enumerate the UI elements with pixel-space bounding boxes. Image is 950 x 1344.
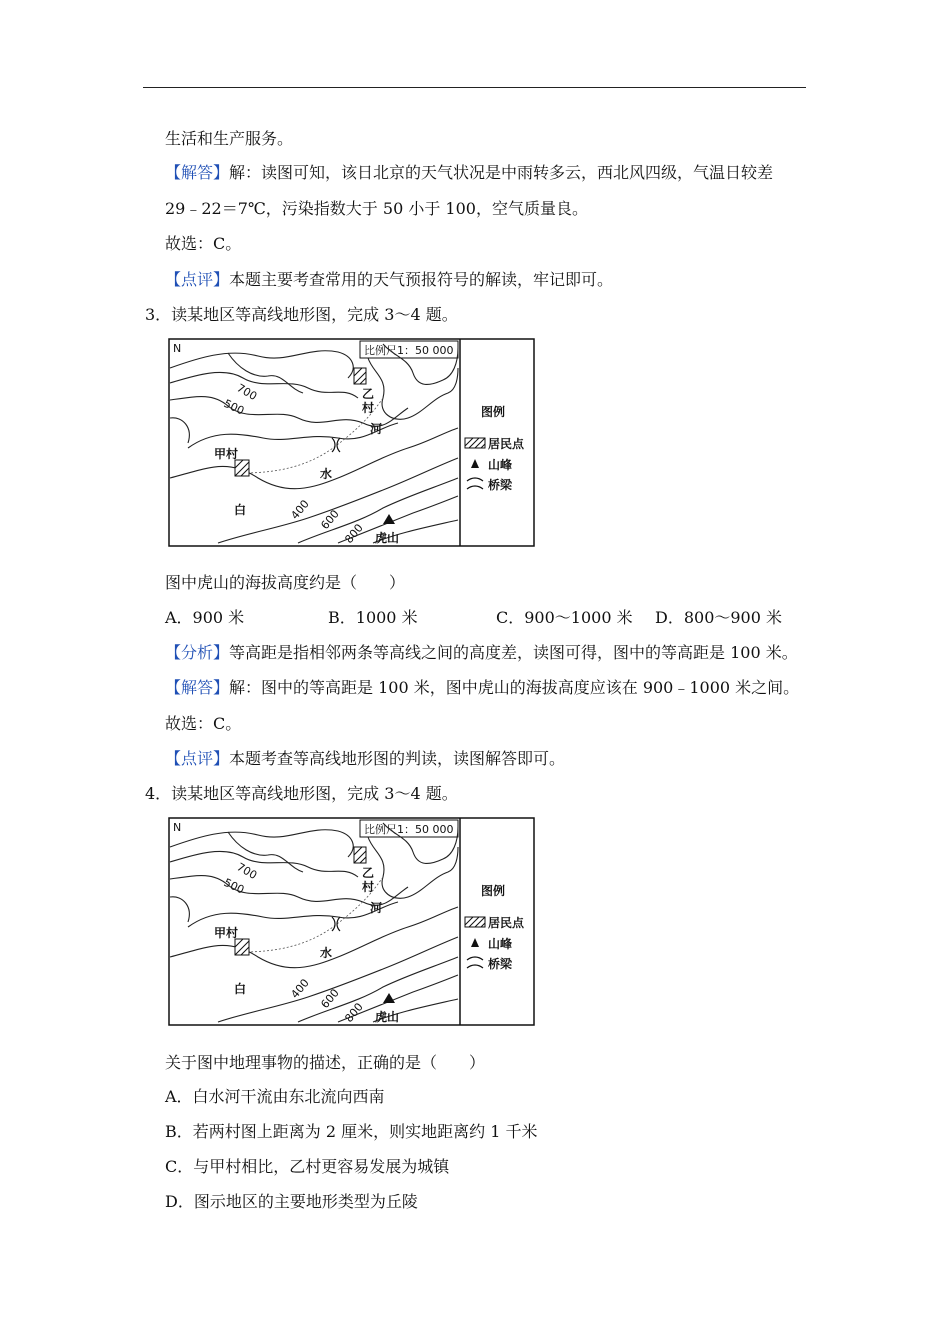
village-a-label: 甲村 [214,447,239,461]
comment-tag: 【点评】 [165,270,230,289]
village-a-label: 甲村 [214,926,239,940]
contour-label-600: 600 [318,986,342,1011]
q4-option-c: C．与甲村相比，乙村更容易发展为城镇 [165,1157,450,1176]
q3-answer [165,678,799,698]
q2-answer-line2: 29﹣22＝7℃，污染指数大于 50 小于 100，空气质量良。 [165,199,588,218]
contour-label-400: 400 [288,497,312,522]
q4-option-a: A．白水河干流由东北流向西南 [165,1087,385,1106]
contour-map-q4 [168,817,536,1027]
comment-text: 本题考查等高线地形图的判读，读图解答即可。 [229,749,566,768]
answer-text: 解：读图可知，该日北京的天气状况是中雨转多云，西北风四级，气温日较差 [229,163,774,182]
river-char-2: 水 [320,946,333,960]
legend-item-peak: 山峰 [488,937,513,951]
q3-stem: 3．读某地区等高线地形图，完成 3～4 题。 [145,305,458,324]
map-scale: 比例尺1：50 000 [364,344,454,357]
comment-text: 本题主要考查常用的天气预报符号的解读，牢记即可。 [229,270,614,289]
river-char-3: 河 [370,901,383,915]
answer-tag: 【解答】 [165,678,230,697]
q2-comment [165,270,613,290]
contour-label-500: 500 [221,875,247,897]
answer-tag: 【解答】 [165,163,230,182]
analysis-tag: 【分析】 [165,643,230,662]
legend-item-bridge: 桥梁 [488,957,513,971]
q2-continued-text: 生活和生产服务。 [165,129,294,148]
q3-analysis [165,643,798,663]
comment-tag: 【点评】 [165,749,230,768]
q4-question: 关于图中地理事物的描述，正确的是（ ） [165,1053,486,1072]
q3-option-d: D．800～900 米 [655,608,782,627]
contour-label-600: 600 [318,507,342,532]
village-b-label-1: 乙 [362,387,375,401]
contour-label-800: 800 [342,1000,366,1025]
q3-option-b: B．1000 米 [328,608,418,627]
legend-title: 图例 [481,884,506,898]
contour-label-800: 800 [342,521,366,546]
map-scale: 比例尺1：50 000 [364,823,454,836]
village-b-label-1: 乙 [362,866,375,880]
legend-item-settlement: 居民点 [488,916,525,930]
north-label: N [173,342,182,355]
q4-option-b: B．若两村图上距离为 2 厘米，则实地距离约 1 千米 [165,1122,538,1141]
q2-answer [165,163,773,183]
analysis-text: 等高距是指相邻两条等高线之间的高度差，读图可得，图中的等高距是 100 米。 [229,643,798,662]
q3-choice: 故选：C。 [165,714,242,733]
legend-item-bridge: 桥梁 [488,478,513,492]
contour-label-400: 400 [288,976,312,1001]
legend-item-peak: 山峰 [488,458,513,472]
north-label: N [173,821,182,834]
q3-question: 图中虎山的海拔高度约是（ ） [165,573,406,592]
river-char-3: 河 [370,422,383,436]
q3-option-a: A．900 米 [165,608,245,627]
q4-stem: 4．读某地区等高线地形图，完成 3～4 题。 [145,784,458,803]
village-b-label-2: 村 [362,401,375,415]
contour-map-q3 [168,338,536,548]
legend-title: 图例 [481,405,506,419]
mountain-label: 虎山 [375,531,400,545]
q3-option-c: C．900～1000 米 [496,608,633,627]
contour-label-700: 700 [234,860,260,883]
legend-item-settlement: 居民点 [488,437,525,451]
contour-label-700: 700 [234,381,260,404]
village-b-label-2: 村 [362,880,375,894]
river-char-2: 水 [320,467,333,481]
header-rule [143,87,806,88]
q4-option-d: D．图示地区的主要地形类型为丘陵 [165,1192,418,1211]
river-char-1: 白 [234,503,247,517]
q3-comment [165,749,565,769]
mountain-label: 虎山 [375,1010,400,1024]
q2-choice: 故选：C。 [165,234,242,253]
answer-text: 解：图中的等高距是 100 米，图中虎山的海拔高度应该在 900﹣1000 米之间。 [229,678,800,697]
river-char-1: 白 [234,982,247,996]
contour-label-500: 500 [221,396,247,418]
